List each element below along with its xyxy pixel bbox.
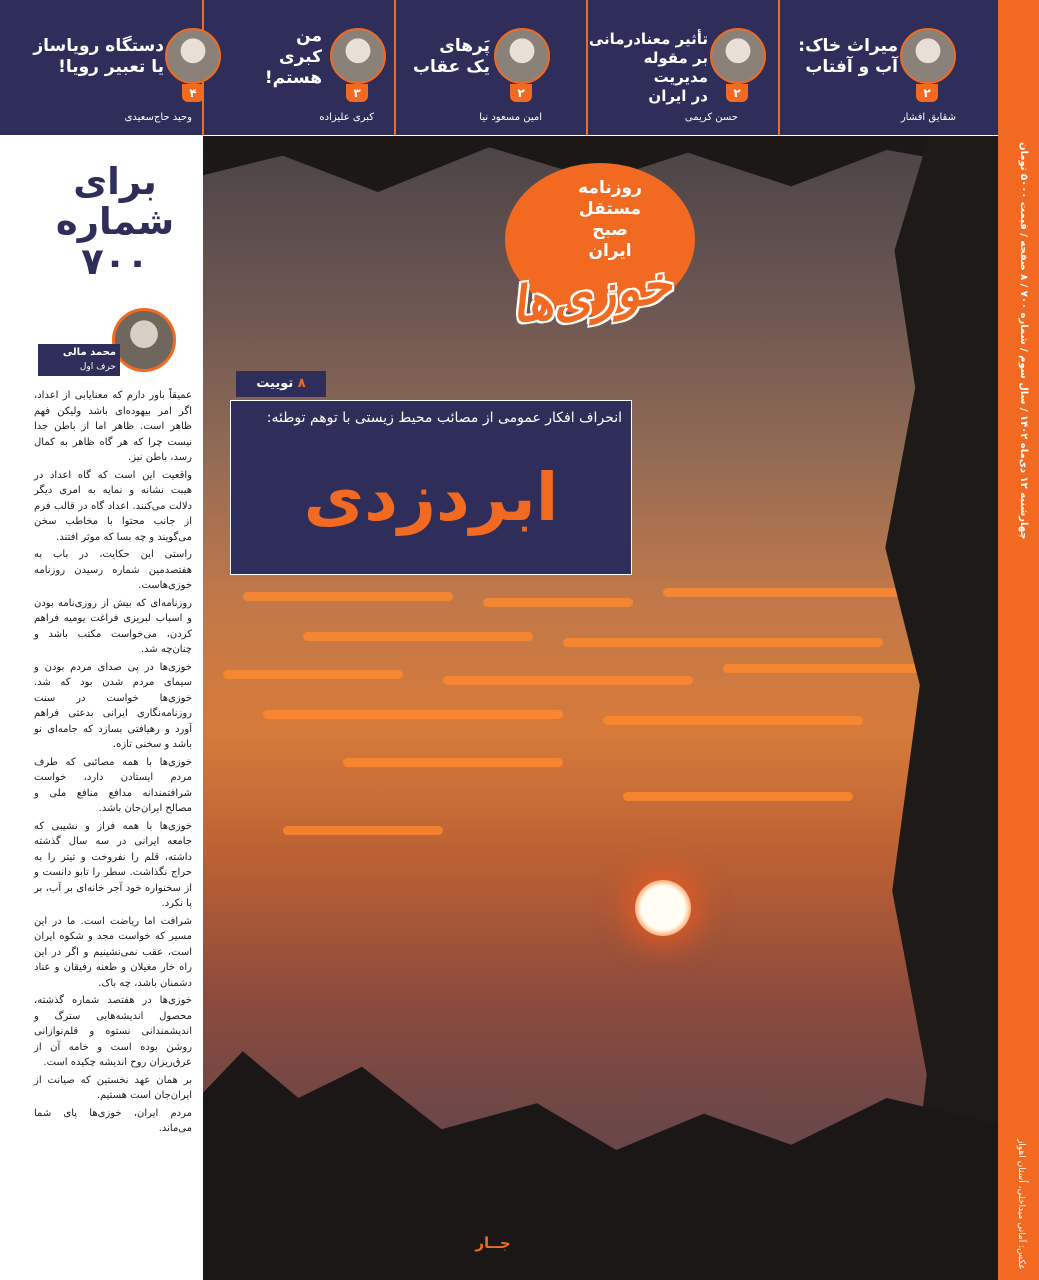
kicker-tab <box>236 371 326 397</box>
teaser-avatar <box>165 28 221 84</box>
editorial-paragraph: خوزی‌ها در هفتصد شماره گذشته، محصول اندیشه‌هایی سترگ و اندیشمندانی نستوه و قلم‌نوازانی روشن بوده است و خامه آن از عرق‌ریزان روح اندیشه چکیده است. <box>34 995 192 1068</box>
teaser-avatar <box>330 28 386 84</box>
teaser-1[interactable] <box>586 0 778 135</box>
editorial-paragraph: خوزی‌ها با همه فراز و نشیبی که جامعه ایرانی در سه سال گذشته داشته، قلم را نفروخت و تیتر را به حراج نگذاشت. سطر را تابو دانست و از سخنواره خود آجر خانه‌ای بر آب، بر پا نکرد. <box>34 820 192 909</box>
kicker-number: ۸ <box>297 376 306 391</box>
headline-title[interactable]: ابردزدی <box>303 459 559 536</box>
masthead-tagline: روزنامه مستقل صبح ایران <box>578 178 642 261</box>
section-label: جــار <box>475 1234 511 1252</box>
teaser-title: تأثیر معنادرمانی بر مقوله مدیریت در ایران <box>588 30 708 105</box>
cloud-streak <box>343 758 563 767</box>
editorial-heading: برای شماره ۷۰۰ <box>55 160 175 283</box>
editorial-body <box>34 388 192 1268</box>
teaser-author: کبری علیزاده <box>319 112 374 123</box>
author-role: حرف اول <box>79 362 116 372</box>
teaser-3[interactable] <box>202 0 394 135</box>
teaser-avatar <box>710 28 766 84</box>
teaser-author: وحید حاج‌سعیدی <box>124 112 192 123</box>
editorial-paragraph: واقعیت این است که گاه اعداد در هیبت نشانه و نمایه به امری دیگر دلالت می‌کنند. اعداد گاه در قالب فرم از جانب محتوا با مخاطب سخن می‌گویند و چه بسا که موثر افتند. <box>34 469 192 543</box>
kicker-label: توییت <box>256 376 294 391</box>
teaser-0[interactable] <box>778 0 970 135</box>
teaser-separator <box>394 0 396 135</box>
teaser-author: حسن کریمی <box>684 112 738 123</box>
author-photo <box>112 308 176 372</box>
cloud-streak <box>243 592 453 601</box>
teaser-page-number: ۴ <box>182 84 204 102</box>
teaser-title: میراث خاک: آب و آفتاب <box>798 36 898 77</box>
teaser-page-number: ۳ <box>346 84 368 102</box>
photo-credit: عکس: اَمانی میداخلی، اُستان اهواز <box>1016 1139 1026 1270</box>
teaser-page-number: ۲ <box>916 84 938 102</box>
cloud-streak <box>443 676 693 685</box>
cloud-streak <box>283 826 443 835</box>
sun <box>635 880 691 936</box>
reeds-silhouette <box>203 1020 998 1280</box>
teaser-avatar <box>494 28 550 84</box>
teaser-title: دستگاه رویاساز یا تعبیر رویا! <box>33 36 164 77</box>
cloud-streak <box>623 792 853 801</box>
teaser-title: پَرهای یک عقاب <box>412 36 490 77</box>
teaser-title: من کبری هستم! <box>264 26 322 88</box>
cloud-streak <box>563 638 883 647</box>
author-name: محمد مالی <box>62 347 116 358</box>
editorial-paragraph: شرافت اما ریاضت است. ما در این مسیر که خواست مجد و شکوه ایران است، عقب نمی‌نشینیم و اگر در این راه خار مغیلان و طعنه رفیقان و عناد دشمنان باشد، چه باک. <box>34 915 192 989</box>
newspaper-logo[interactable]: خوزی‌ها <box>506 255 676 335</box>
teaser-author: امین مسعود نیا <box>479 112 542 123</box>
teaser-separator <box>778 0 780 135</box>
editorial-paragraph: عمیقاً باور دارم که معنایابی از اعداد، اگر امر بیهوده‌ای باشد ولیکن فهم ظاهر است. ظاهر اما از باطن جدا نیست چرا که هر گاه ظاهر به کمال رسد، باطن نیز. <box>34 390 192 463</box>
cloud-streak <box>223 670 403 679</box>
editorial-paragraph: خوزی‌ها با همه مصائبی که طرف مردم ایستادن دارد، خواست شرافتمندانه مدافع منافع ملی و مصالح ایران‌جان باشد. <box>34 756 192 814</box>
editorial-column <box>0 136 203 1280</box>
editorial-paragraph: مردم ایران، خوزی‌ها پای شما می‌ماند. <box>34 1107 192 1134</box>
teaser-page-number: ۲ <box>510 84 532 102</box>
teaser-bar <box>0 0 998 135</box>
headline-subtitle: انحراف افکار عمومی از مصائب محیط زیستی با توهم توطئه: <box>266 410 622 426</box>
cloud-streak <box>263 710 563 719</box>
teaser-author: شقایق افشار <box>900 112 956 123</box>
teaser-page-number: ۲ <box>726 84 748 102</box>
issue-info: چهارشنبه ۱۲ دی‌ماه ۱۴۰۲ / سال سوم / شماره ۷۰۰ / ۸ صفحه / قیمت ۵۰۰۰ تومان <box>1018 142 1029 540</box>
editorial-paragraph: راستی این حکایت، در باب به هفتصدمین شماره رسیدن روزنامه خوزی‌هاست. <box>34 549 192 591</box>
editorial-paragraph: روزنامه‌ای که بیش از روزی‌نامه بودن و اسباب لبریزی فراغت یومیه فراهم کردن، می‌خواست مکتب باشد و چنان‌چه شد. <box>34 597 192 655</box>
teaser-4[interactable] <box>10 0 202 135</box>
cloud-streak <box>603 716 863 725</box>
author-badge <box>38 344 120 376</box>
issue-spine <box>998 0 1039 1280</box>
cloud-streak <box>723 664 933 673</box>
cloud-streak <box>303 632 533 641</box>
teaser-2[interactable] <box>394 0 586 135</box>
editorial-paragraph: خوزی‌ها در پی صدای مردم بودن و سیمای مردم شدن بود که شد. خوزی‌ها خواست در سنت روزنامه‌نگاری ایرانی بدعتی فراهم آورد و رهیافتی بسازد که جامه‌ای نو باشد و سخنی تازه. <box>34 661 192 750</box>
editorial-paragraph: بر همان عهد نخستین که صیانت از ایران‌جان است هستیم. <box>34 1074 192 1101</box>
teaser-avatar <box>900 28 956 84</box>
cloud-streak <box>483 598 633 607</box>
